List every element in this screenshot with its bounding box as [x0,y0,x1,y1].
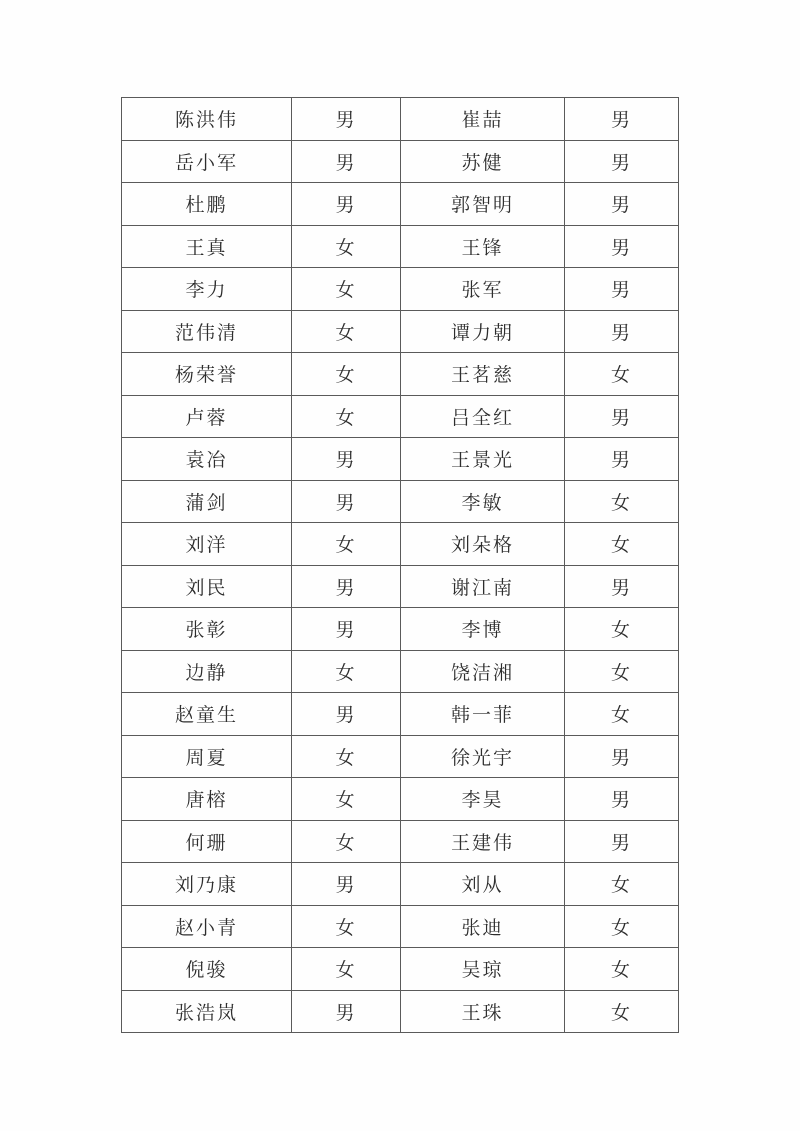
table-row [122,225,679,268]
gender-cell: 男 [565,140,679,183]
name-cell: 刘乃康 [122,863,292,906]
table-row [122,735,679,778]
gender-cell: 男 [565,735,679,778]
gender-cell: 男 [292,565,401,608]
name-cell: 杜鹏 [122,183,292,226]
table-row [122,990,679,1033]
gender-cell: 男 [292,608,401,651]
gender-cell: 女 [292,948,401,991]
name-cell: 韩一菲 [401,693,565,736]
gender-cell: 男 [565,438,679,481]
name-cell: 周夏 [122,735,292,778]
table-row [122,140,679,183]
name-cell: 吴琼 [401,948,565,991]
name-cell: 卢蓉 [122,395,292,438]
table-row [122,608,679,651]
table-row [122,863,679,906]
gender-cell: 女 [292,905,401,948]
name-cell: 李力 [122,268,292,311]
gender-cell: 男 [292,438,401,481]
name-cell: 刘从 [401,863,565,906]
name-cell: 赵童生 [122,693,292,736]
gender-cell: 男 [565,225,679,268]
table-row [122,98,679,141]
table-row [122,353,679,396]
gender-cell: 男 [565,98,679,141]
name-cell: 张彰 [122,608,292,651]
gender-cell: 女 [565,990,679,1033]
name-gender-roster-table [121,97,679,1033]
name-cell: 杨荣誉 [122,353,292,396]
name-cell: 谭力朝 [401,310,565,353]
table-row [122,183,679,226]
name-cell: 苏健 [401,140,565,183]
table-row [122,480,679,523]
name-cell: 王景光 [401,438,565,481]
name-cell: 徐光宇 [401,735,565,778]
gender-cell: 女 [565,948,679,991]
name-cell: 李敏 [401,480,565,523]
gender-cell: 男 [292,863,401,906]
name-cell: 刘朵格 [401,523,565,566]
table-row [122,905,679,948]
gender-cell: 女 [292,310,401,353]
name-cell: 郭智明 [401,183,565,226]
gender-cell: 女 [292,395,401,438]
table-row [122,948,679,991]
table-row [122,523,679,566]
table-row [122,395,679,438]
gender-cell: 男 [292,990,401,1033]
name-cell: 范伟清 [122,310,292,353]
name-cell: 张迪 [401,905,565,948]
gender-cell: 男 [565,565,679,608]
table-row [122,693,679,736]
name-cell: 岳小军 [122,140,292,183]
name-cell: 张浩岚 [122,990,292,1033]
gender-cell: 女 [565,693,679,736]
name-cell: 李昊 [401,778,565,821]
name-cell: 边静 [122,650,292,693]
name-cell: 何珊 [122,820,292,863]
table-row [122,565,679,608]
table-row [122,650,679,693]
name-cell: 李博 [401,608,565,651]
gender-cell: 女 [292,225,401,268]
name-cell: 蒲剑 [122,480,292,523]
gender-cell: 女 [565,523,679,566]
gender-cell: 男 [565,395,679,438]
name-cell: 谢江南 [401,565,565,608]
gender-cell: 女 [565,480,679,523]
gender-cell: 女 [292,778,401,821]
gender-cell: 女 [292,735,401,778]
gender-cell: 女 [292,650,401,693]
name-cell: 袁冶 [122,438,292,481]
name-cell: 王珠 [401,990,565,1033]
gender-cell: 男 [292,98,401,141]
gender-cell: 女 [565,650,679,693]
table-row [122,820,679,863]
gender-cell: 女 [292,268,401,311]
gender-cell: 男 [292,693,401,736]
gender-cell: 女 [565,905,679,948]
gender-cell: 女 [565,608,679,651]
gender-cell: 女 [565,863,679,906]
gender-cell: 男 [292,140,401,183]
gender-cell: 男 [292,183,401,226]
name-cell: 王锋 [401,225,565,268]
gender-cell: 女 [292,820,401,863]
name-cell: 崔喆 [401,98,565,141]
gender-cell: 男 [565,820,679,863]
gender-cell: 男 [565,268,679,311]
name-cell: 倪骏 [122,948,292,991]
name-cell: 王建伟 [401,820,565,863]
gender-cell: 女 [565,353,679,396]
name-cell: 陈洪伟 [122,98,292,141]
name-cell: 刘洋 [122,523,292,566]
gender-cell: 女 [292,523,401,566]
name-cell: 王茗慈 [401,353,565,396]
gender-cell: 男 [292,480,401,523]
table-row [122,438,679,481]
name-cell: 饶洁湘 [401,650,565,693]
gender-cell: 女 [292,353,401,396]
table-row [122,310,679,353]
name-cell: 赵小青 [122,905,292,948]
name-cell: 王真 [122,225,292,268]
name-cell: 吕全红 [401,395,565,438]
name-cell: 张军 [401,268,565,311]
name-cell: 刘民 [122,565,292,608]
gender-cell: 男 [565,310,679,353]
roster-table-body [122,98,679,1033]
name-cell: 唐榕 [122,778,292,821]
table-row [122,778,679,821]
gender-cell: 男 [565,183,679,226]
gender-cell: 男 [565,778,679,821]
table-row [122,268,679,311]
